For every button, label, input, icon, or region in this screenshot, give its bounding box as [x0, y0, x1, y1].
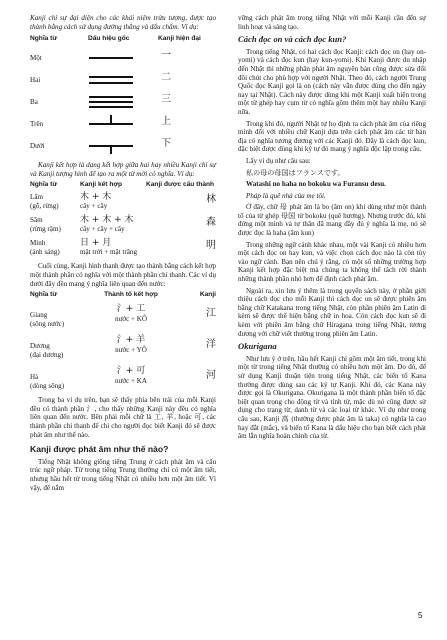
row-meaning-gloss: (sông nước): [30, 319, 65, 328]
row-meaning-gloss: (gỗ, rừng): [30, 201, 59, 210]
phonetic-paragraph: Cuối cùng, Kanji hình thanh được tạo thành bằng cách kết hợp một thành phần có nghĩa với một thành phần chỉ thanh. Các ví dụ dưới đây đều mang ý nghĩa liên quan đến nước:: [30, 262, 217, 288]
row-meaning: Một: [30, 54, 42, 63]
phonetic-table: [30, 291, 216, 396]
modern-kanji: 一: [161, 50, 172, 62]
stroke-bar: [89, 106, 133, 108]
row-meaning: Minh: [30, 239, 46, 248]
combination-table: [30, 181, 216, 262]
continued-paragraph: vững cách phát âm trong tiếng Nhật với mỗi Kanji cần đến sự linh hoạt và sáng tạo.: [238, 14, 426, 31]
row-formula: 氵+ 羊: [116, 335, 146, 346]
row-formula: 木 + 木: [80, 192, 112, 203]
after-paragraph: Trong ba ví dụ trên, bạn sẽ thấy phía bên trái của mỗi Kanji đều có thành phần 氵, cho thấy những Kanji này đều có nghĩa liên quan đến nước. Bên phải mỗi chữ là 工, 羊, hoặc 可, các thành phần chỉ thanh để chỉ cho người đọc biết Kanji đó sẽ được phát âm như thế nào.: [30, 396, 216, 439]
pictograph-row: [30, 47, 216, 69]
row-meaning-block: [30, 193, 80, 216]
row-meaning: Sâm: [30, 216, 43, 225]
pictograph-row: [30, 113, 216, 135]
col-header-meaning-3: Nghĩa từ: [30, 291, 58, 299]
combination-row: [30, 239, 216, 262]
stroke-bar: [89, 123, 133, 125]
modern-kanji: 上: [161, 116, 172, 128]
stroke-bar: [89, 82, 133, 84]
col-header-combined: Kanji kết hợp: [80, 181, 123, 189]
row-kanji: 河: [206, 370, 216, 382]
row-kanji: 明: [206, 240, 216, 252]
row-formula-block: [80, 193, 172, 216]
right-column: [238, 14, 426, 444]
row-meaning-gloss: (ánh sáng): [30, 247, 60, 256]
stroke-vertical: [110, 115, 112, 123]
row-meaning: Lâm: [30, 193, 43, 202]
row-kanji: 洋: [206, 339, 216, 351]
pictograph-row: [30, 69, 216, 91]
pronunciation-paragraph: Tiếng Nhật không giống tiếng Trung ở cách phát âm và cấu trúc ngữ pháp. Từ trong tiếng Trung thường chỉ có một âm tiết, nhưng hầu hết từ trong tiếng Nhật có nhiều hơn một âm tiết. Vì vậy, để nắm: [30, 457, 216, 492]
example-intro: Lấy ví dụ như câu sau:: [246, 156, 311, 165]
row-formula: 氵+ 工: [116, 304, 146, 315]
combination-row: [30, 193, 216, 216]
col-header-origin: Dấu hiệu gốc: [88, 35, 130, 43]
col-header-kanji: Kanji: [199, 291, 216, 299]
modern-kanji: 下: [161, 138, 172, 150]
row-meaning: Hà: [30, 373, 39, 382]
row-meaning: Dương: [30, 342, 50, 351]
row-formula-gloss: cây + cây + cây: [80, 225, 125, 234]
row-formula-gloss: nước + YÔ: [115, 346, 147, 355]
row-formula-gloss: nước + KÔ: [114, 315, 148, 324]
stroke-bar: [89, 96, 133, 98]
col-header-elements: Thành tố kết hợp: [104, 291, 158, 299]
intro-paragraph: Kanji chỉ sự đại diện cho các khái niệm trừu tượng, được tạo thành bằng cách sử dụng đường thẳng và dấu chấm. Ví dụ:: [30, 14, 216, 31]
row-formula-gloss: cây + cây: [80, 202, 108, 211]
origin-glyph: [85, 135, 151, 157]
row-meaning-gloss: (rừng rậm): [30, 224, 61, 233]
row-meaning: Ba: [30, 98, 38, 107]
col-header-meaning-2: Nghĩa từ: [30, 181, 58, 189]
row-formula: 氵+ 可: [116, 366, 146, 377]
on-kun-paragraph-2: Trong khi đó, người Nhật tự họ định ra cách phát âm của riêng mình đối với nhiều chữ Kanji dựa trên cách phát âm các từ bản địa có nghĩa tương đương với các Kanji đó. Đây là cách đọc kun, đặc biệt được dùng khi ký tự đó mang ý nghĩa độc lập trong câu.: [238, 119, 426, 154]
pictograph-row: [30, 91, 216, 113]
row-meaning-block: [30, 365, 88, 396]
row-meaning-block: [30, 216, 80, 239]
origin-glyph: [85, 69, 151, 91]
row-formula-gloss: mặt trời + mặt trăng: [80, 248, 137, 257]
page-number: 5: [418, 611, 423, 620]
col-header-modern: Kanji hiện đại: [158, 35, 201, 43]
on-kun-paragraph-5: Ngoài ra, xin lưu ý thêm là trong quyển sách này, ở phần giới thiệu cách đọc cho mỗi Kanji thì cách đọc on sẽ được phiên âm bằng chữ Katakana trong tiếng Nhật, còn phần phiên âm Latin đi kèm sẽ được thể hiện bằng chữ in hoa. Còn cách đọc kun sẽ đi kèm với phiên âm bằng chữ Hiragana trong tiếng Nhật, tương đương với chữ viết thường trong phiên âm Latin.: [238, 286, 426, 338]
row-meaning-block: [30, 239, 80, 262]
row-meaning: Giang: [30, 311, 48, 320]
stroke-bar: [89, 76, 133, 78]
stroke-bar: [89, 101, 133, 103]
row-formula-block: [88, 365, 174, 396]
stroke-vertical: [110, 146, 112, 154]
phonetic-row: [30, 365, 216, 396]
origin-glyph: [85, 47, 151, 69]
row-formula: 木 + 木 + 木: [80, 215, 134, 226]
row-kanji: 森: [206, 217, 216, 229]
origin-glyph: [85, 113, 151, 135]
row-formula: 日 + 月: [80, 238, 112, 249]
col-header-composed: Kanji được cấu thành: [146, 181, 215, 189]
row-formula-block: [80, 239, 172, 262]
origin-glyph: [85, 91, 151, 113]
col-header-meaning: Nghĩa từ: [30, 35, 58, 43]
row-meaning-gloss: (dòng sông): [30, 381, 65, 390]
row-formula-block: [80, 216, 172, 239]
stroke-bar: [89, 57, 133, 59]
row-meaning-block: [30, 303, 88, 334]
combo-paragraph: Kanji kết hợp là dạng kết hợp giữa hai hay nhiều Kanji chỉ sự và Kanji tượng hình để tạo ra một từ mới có nghĩa. Ví dụ:: [30, 161, 216, 178]
phonetic-row: [30, 334, 216, 365]
left-column: [30, 14, 216, 495]
section-heading-okurigana: Okurigana: [238, 341, 277, 352]
section-heading-on-kun: Cách đọc on và cách đọc kun?: [238, 34, 347, 45]
example-translation: Pháp là quê nhà của mẹ tôi.: [246, 191, 326, 200]
row-meaning-gloss: (đại dương): [30, 350, 64, 359]
okurigana-paragraph: Như lưu ý ở trên, hầu hết Kanji chỉ gồm một âm tiết, trong khi một từ trong tiếng Nhật thường có nhiều hơn một âm. Do đó, để sử dụng Kanji thuận tiện trong tiếng Nhật, các biến tố Kana thường được dùng sau các ký tự Kanji. Khi đó, các Kana này được gọi là Okurigana. Okurigana là một thành phần biến tố đặc biệt quan trọng cho động từ và tính từ, mặc dù nó cũng được sử dụng cho trạng từ, danh từ và các loại từ khác. Ví dụ như trong câu sau, Kanji 高 (thường được phát âm là taka) có nghĩa là cao hay đắt (mắc), và biến tố Kana là dấu hiệu cho bạn biết cách phát âm lẫn nghĩa hoàn chỉnh của từ.: [238, 354, 426, 441]
example-japanese: 私の母の母国はフランスです。: [246, 167, 345, 177]
row-kanji: 江: [206, 308, 216, 320]
row-formula-gloss: nước + KA: [114, 377, 148, 386]
row-meaning: Trên: [30, 120, 44, 129]
combination-row: [30, 216, 216, 239]
section-heading-pronunciation: Kanji được phát âm như thế nào?: [30, 444, 169, 455]
row-formula-block: [88, 334, 174, 365]
pictograph-row: [30, 135, 216, 157]
on-kun-paragraph-3: Ở đây, chữ 母 phát âm là bo (âm on) khi dùng như một thành tố của từ ghép 母国 từ bokoku (quê hương). Nhưng trước đó, khi đứng một mình và tự thân đã mang đầy đủ ý nghĩa là mẹ, nó sẽ được đọc là haha (âm kun): [238, 203, 426, 238]
modern-kanji: 二: [161, 72, 172, 84]
phonetic-row: [30, 303, 216, 334]
row-kanji: 林: [206, 194, 216, 206]
on-kun-paragraph-4: Trong những ngữ cảnh khác nhau, một vài Kanji có nhiều hơn một cách đọc on hay kun, và việc chọn cách đọc nào là còn tùy vào ngữ cảnh. Bạn nên chú ý rằng, có một số những trường hợp Kanji kết hợp đặc biệt mà chúng ta không thể tách rời thành những thành phần nhỏ hơn để định cách phát âm.: [238, 240, 426, 284]
example-romaji: Watashi no haha no bokoku wa Furansu desu.: [246, 180, 386, 189]
row-meaning-block: [30, 334, 88, 365]
row-formula-block: [88, 303, 174, 334]
modern-kanji: 三: [161, 94, 172, 106]
on-kun-paragraph-1: Trong tiếng Nhật, có hai cách đọc Kanji: cách đọc on (hay on-yomi) và cách đọc kun (hay kun-yomi). Khi Kanji được du nhập đến Nhật thì những phân phát âm nguyên bản cũng được sửa đổi đôi chút cho phù hợp với người Nhật. Theo đó, cách người Trung Quốc đọc Kanji gọi là on (cách này vẫn được dùng cho đến ngày nay tại Nhật). Cách này được dùng khi một Kanji xuất hiện trong một từ ghép hay cụm từ có nghĩa gồm thêm một hay nhiều Kanji nữa.: [238, 47, 426, 116]
pictograph-table: [30, 35, 216, 157]
row-meaning: Hai: [30, 76, 41, 85]
row-meaning: Dưới: [30, 142, 45, 151]
